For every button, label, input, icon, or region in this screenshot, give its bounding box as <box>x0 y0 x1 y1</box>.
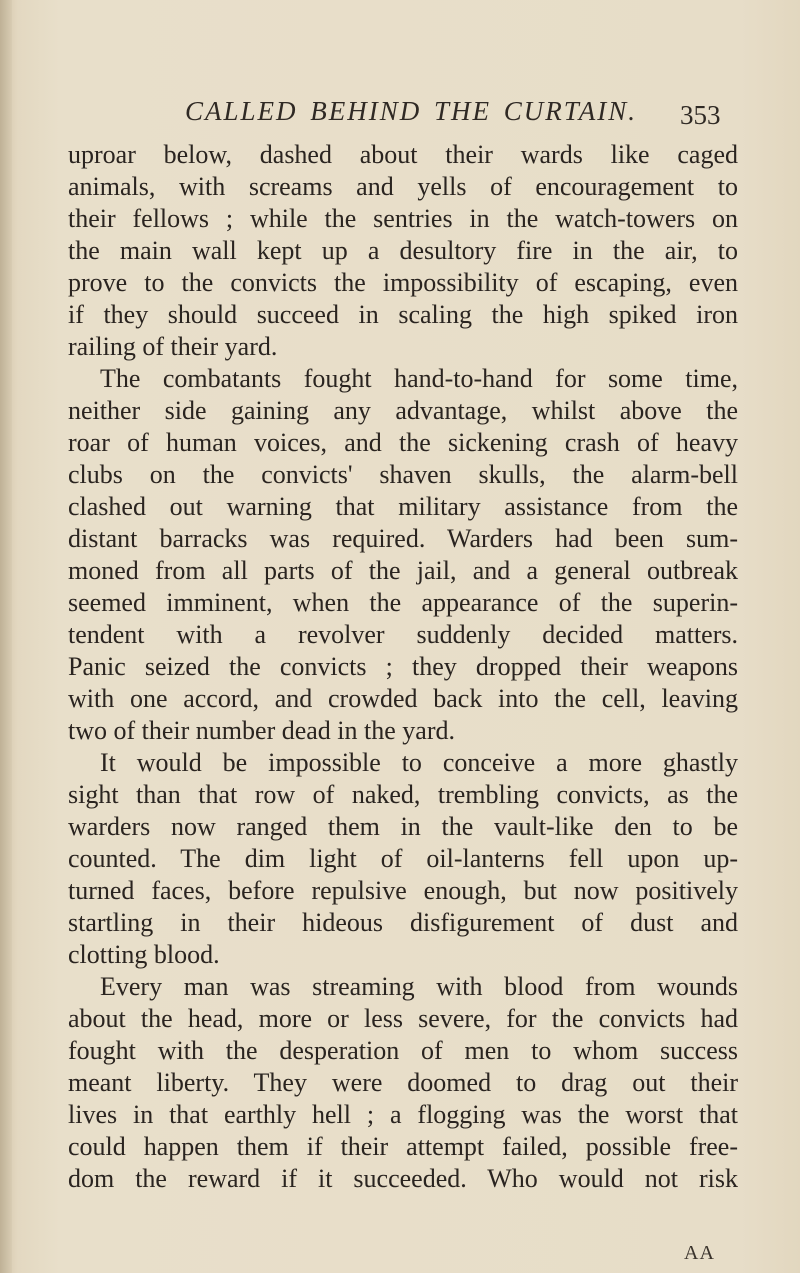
text-line: Every man was streaming with blood from wounds <box>100 972 738 1001</box>
text-line: The combatants fought hand-to-hand for some time, <box>100 364 738 393</box>
text-line: about the head, more or less severe, for the convicts had <box>68 1004 738 1033</box>
text-line: warders now ranged them in the vault-like den to be <box>68 812 738 841</box>
text-line: prove to the convicts the impossibility of escaping, even <box>68 268 738 297</box>
text-line: if they should succeed in scaling the high spiked iron <box>68 300 738 329</box>
text-line: counted. The dim light of oil-lanterns fell upon up- <box>68 844 738 873</box>
text-line: It would be impossible to conceive a more ghastly <box>100 748 738 777</box>
text-line: dom the reward if it succeeded. Who would not risk <box>68 1164 738 1193</box>
text-line: clotting blood. <box>68 940 220 969</box>
page-gutter-edge <box>0 0 12 1273</box>
text-line: lives in that earthly hell ; a flogging was the worst that <box>68 1100 738 1129</box>
text-line: clubs on the convicts' shaven skulls, the alarm-bell <box>68 460 738 489</box>
text-line: distant barracks was required. Warders had been sum- <box>68 524 738 553</box>
text-line: railing of their yard. <box>68 332 278 361</box>
text-line: uproar below, dashed about their wards like caged <box>68 140 738 169</box>
text-line: neither side gaining any advantage, whilst above the <box>68 396 738 425</box>
running-title: CALLED BEHIND THE CURTAIN. <box>184 96 638 126</box>
text-line: fought with the desperation of men to whom success <box>68 1036 738 1065</box>
text-line: sight than that row of naked, trembling convicts, as the <box>68 780 738 809</box>
text-line: startling in their hideous disfigurement of dust and <box>68 908 738 937</box>
text-line: tendent with a revolver suddenly decided matters. <box>68 620 738 649</box>
page-number: 353 <box>680 100 721 130</box>
text-line: could happen them if their attempt failed, possible free- <box>68 1132 738 1161</box>
text-line: animals, with screams and yells of encouragement to <box>68 172 738 201</box>
text-line: clashed out warning that military assistance from the <box>68 492 738 521</box>
text-line: Panic seized the convicts ; they dropped their weapons <box>68 652 738 681</box>
text-line: two of their number dead in the yard. <box>68 716 455 745</box>
text-line: roar of human voices, and the sickening crash of heavy <box>68 428 738 457</box>
text-line: with one accord, and crowded back into the cell, leaving <box>68 684 738 713</box>
text-line: turned faces, before repulsive enough, but now positively <box>68 876 738 905</box>
text-line: seemed imminent, when the appearance of the superin- <box>68 588 738 617</box>
signature-mark: AA <box>684 1242 715 1264</box>
text-line: moned from all parts of the jail, and a general outbreak <box>68 556 738 585</box>
text-line: their fellows ; while the sentries in the watch-towers on <box>68 204 738 233</box>
text-line: meant liberty. They were doomed to drag out their <box>68 1068 738 1097</box>
running-head <box>0 96 800 136</box>
body-text <box>68 139 738 1195</box>
text-line: the main wall kept up a desultory fire in the air, to <box>68 236 738 265</box>
